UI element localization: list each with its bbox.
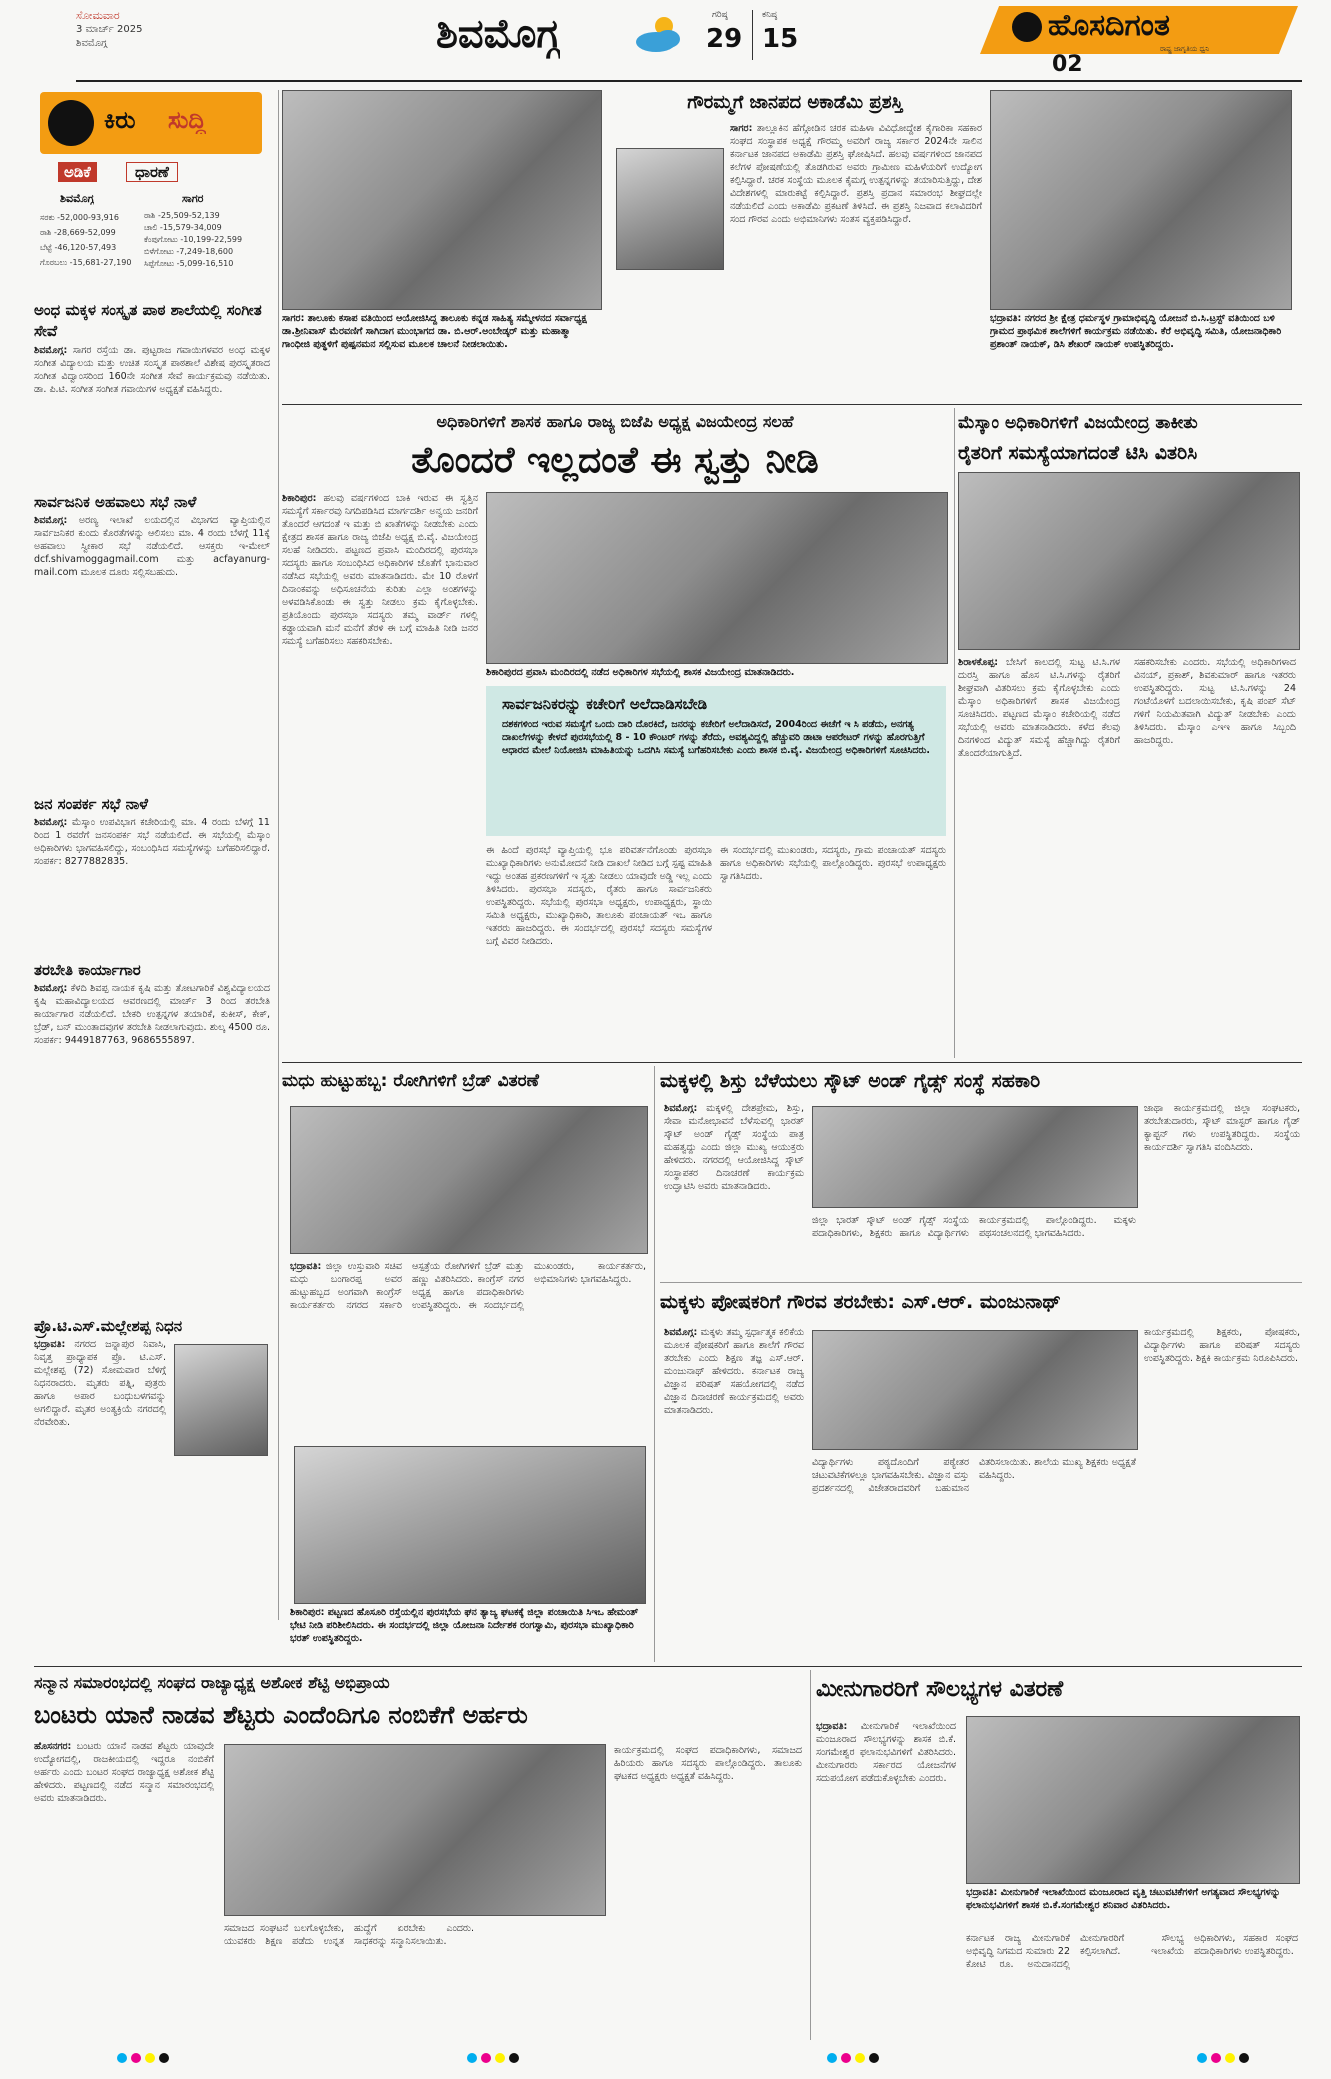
brand-logo-icon	[1012, 12, 1042, 42]
brief	[34, 794, 270, 944]
weather-divider	[752, 10, 753, 60]
madhu-title: ಮಧು ಹುಟ್ಟುಹಬ್ಬ: ರೋಗಿಗಳಿಗೆ ಬ್ರೆಡ್ ವಿತರಣೆ	[282, 1071, 539, 1091]
market-row: ಬಿಳೆಗೋಟು -7,249-18,600	[144, 247, 234, 256]
masthead	[0, 0, 1331, 80]
scouts-title: ಮಕ್ಕಳಲ್ಲಿ ಶಿಸ್ತು ಬೆಳೆಯಲು ಸ್ಕೌಟ್ ಅಂಡ್ ಗೈಡ್ಸ್ ಸಂಸ್ಥೆ ಸಹಕಾರಿ	[660, 1070, 1041, 1092]
brief-title: ಸಾರ್ವಜನಿಕ ಅಹವಾಲು ಸಭೆ ನಾಳೆ	[34, 493, 197, 511]
brief	[34, 960, 270, 1300]
obituary-photo	[174, 1344, 268, 1456]
row-divider	[34, 1666, 1302, 1667]
fishermen-body-2: ಕರ್ನಾಟಕ ರಾಜ್ಯ ಮೀನುಗಾರಿಕೆ ಅಭಿವೃದ್ಧಿ ನಿಗಮದ ಸುಮಾರು 22 ಕೋಟಿ ರೂ. ಅನುದಾನದಲ್ಲಿ ಮೀನುಗಾರರಿಗೆ ಸೌಲಭ್ಯ ಕಲ್ಪಿಸಲಾಗಿದೆ. ಇಲಾಖೆಯ ಅಧಿಕಾರಿಗಳು, ಸಹಕಾರ ಸಂಘದ ಪದಾಧಿಕಾರಿಗಳು ಉಪಸ್ಥಿತರಿದ್ದರು.	[966, 1933, 1298, 1970]
row-divider	[660, 1282, 1302, 1283]
main-kicker: ಅಧಿಕಾರಿಗಳಿಗೆ ಶಾಸಕ ಹಾಗೂ ರಾಜ್ಯ ಬಿಜೆಪಿ ಅಧ್ಯಕ್ಷ ವಿಜಯೇಂದ್ರ ಸಲಹೆ	[436, 412, 794, 431]
scouts-body-3: ಜಾಥಾ ಕಾರ್ಯಕ್ರಮದಲ್ಲಿ ಜಿಲ್ಲಾ ಸಂಘಟಕರು, ತರಬೇತುದಾರರು, ಸ್ಕೌಟ್ ಮಾಸ್ಟರ್ ಹಾಗೂ ಗೈಡ್ ಕ್ಯಾಪ್ಟನ್ ಗಳು ಉಪಸ್ಥಿತರಿದ್ದರು. ಸಂಸ್ಥೆಯ ಕಾರ್ಯದರ್ಶಿ ಸ್ವಾಗತಿಸಿ ವಂದಿಸಿದರು.	[1144, 1103, 1300, 1153]
manjunath-dateline: ಶಿವಮೊಗ್ಗ:	[664, 1327, 698, 1338]
brief-body: ಕೆಳದಿ ಶಿವಪ್ಪ ನಾಯಕ ಕೃಷಿ ಮತ್ತು ತೋಟಗಾರಿಕೆ ವಿಶ್ವವಿದ್ಯಾಲಯದ ಕೃಷಿ ಮಹಾವಿದ್ಯಾಲಯದ ಆವರಣದಲ್ಲಿ ಮಾರ್ಚ್ 3 ರಿಂದ ತರಬೇತಿ ಕಾರ್ಯಾಗಾರ ನಡೆಯಲಿದೆ. ಬೇಕರಿ ಉತ್ಪನ್ನಗಳ ತಯಾರಿಕೆ, ಕುಕೀಸ್, ಕೇಕ್, ಬ್ರೆಡ್, ಬನ್ ಮುಂತಾದವುಗಳ ತರಬೇತಿ ನೀಡಲಾಗುವುದು. ಶುಲ್ಕ 4500 ರೂ. ಸಂಪರ್ಕ: 9449187763, 9686555897.	[34, 983, 270, 1046]
market-row: ಸರಕು -52,000-93,916	[40, 213, 119, 222]
brief-dateline: ಭದ್ರಾವತಿ:	[34, 1339, 66, 1350]
weather-min: 15	[762, 24, 799, 54]
brief-dateline: ಶಿವಮೊಗ್ಗ:	[34, 515, 68, 526]
brief-body: ನಗರದ ಜನ್ನಾಪುರ ನಿವಾಸಿ, ನಿವೃತ್ತ ಪ್ರಾಧ್ಯಾಪಕ ಪ್ರೊ. ಟಿ.ಎಸ್. ಮಲ್ಲೇಶಪ್ಪ (72) ಸೋಮವಾರ ಬೆಳಿಗ್ಗೆ ನಿಧನರಾದರು. ಮೃತರು ಪತ್ನಿ, ಪುತ್ರರು ಹಾಗೂ ಅಪಾರ ಬಂಧುಬಳಗವನ್ನು ಅಗಲಿದ್ದಾರೆ. ಮೃತರ ಅಂತ್ಯಕ್ರಿಯೆ ನಗರದಲ್ಲಿ ನೆರವೇರಿತು.	[34, 1339, 166, 1428]
scouts-photo	[812, 1106, 1138, 1208]
float-spacer	[608, 122, 730, 272]
brand-name: ಹೊಸದಿಗಂತ	[1048, 8, 1170, 43]
main-body-3: ಈ ಸಂದರ್ಭದಲ್ಲಿ ಮುಖಂಡರು, ಸದಸ್ಯರು, ಗ್ರಾಮ ಪಂಚಾಯತ್ ಸದಸ್ಯರು ಹಾಗೂ ಅಧಿಕಾರಿಗಳು ಸಭೆಯಲ್ಲಿ ಪಾಲ್ಗೊಂಡಿದ್ದರು. ಪುರಸಭೆ ಉಪಾಧ್ಯಕ್ಷರು ಸ್ವಾಗತಿಸಿದರು.	[720, 845, 946, 882]
brief-dateline: ಶಿವಮೊಗ್ಗ:	[34, 817, 68, 828]
masthead-day: ಸೋಮವಾರ	[76, 9, 120, 22]
market-row: ಕೆಂಪುಗೋಟು -10,199-22,599	[144, 235, 243, 244]
page-number: 02	[1052, 52, 1083, 77]
madhu-body: ಜಿಲ್ಲಾ ಉಸ್ತುವಾರಿ ಸಚಿವ ಮಧು ಬಂಗಾರಪ್ಪ ಅವರ ಹುಟ್ಟುಹಬ್ಬದ ಅಂಗವಾಗಿ ಕಾಂಗ್ರೆಸ್ ಕಾರ್ಯಕರ್ತರು ನಗರದ ಸರ್ಕಾರಿ ಆಸ್ಪತ್ರೆಯ ರೋಗಿಗಳಿಗೆ ಬ್ರೆಡ್ ಮತ್ತು ಹಣ್ಣು ವಿತರಿಸಿದರು. ಕಾಂಗ್ರೆಸ್ ನಗರ ಅಧ್ಯಕ್ಷ ಹಾಗೂ ಪದಾಧಿಕಾರಿಗಳು ಉಪಸ್ಥಿತರಿದ್ದರು. ಈ ಸಂದರ್ಭದಲ್ಲಿ ಮುಖಂಡರು, ಕಾರ್ಯಕರ್ತರು, ಅಭಿಮಾನಿಗಳು ಭಾಗವಹಿಸಿದ್ದರು.	[290, 1261, 646, 1311]
column-divider	[954, 408, 955, 1058]
madhu-dateline: ಭದ್ರಾವತಿ:	[290, 1261, 322, 1272]
manjunath-photo	[812, 1330, 1138, 1450]
mescom-body-2: ಸಹಕರಿಸಬೇಕು ಎಂದರು. ಸಭೆಯಲ್ಲಿ ಅಧಿಕಾರಿಗಳಾದ ವಿನಯ್, ಪ್ರಕಾಶ್, ಶಿವಕುಮಾರ್ ಹಾಗೂ ಇತರರು ಉಪಸ್ಥಿತರಿದ್ದರು. ಸುಟ್ಟ ಟಿ.ಸಿ.ಗಳನ್ನು 24 ಗಂಟೆಯೊಳಗೆ ಬದಲಾಯಿಸಬೇಕು, ಕೃಷಿ ಪಂಪ್ ಸೆಟ್ ಗಳಿಗೆ ನಿಯಮಿತವಾಗಿ ವಿದ್ಯುತ್ ನೀಡಬೇಕು ಎಂದು ತಿಳಿಸಿದರು. ಮೆಸ್ಕಾಂ ಎಇಇ ಹಾಗೂ ಸಿಬ್ಬಂದಿ ಹಾಜರಿದ್ದರು.	[1134, 657, 1296, 746]
column-divider	[810, 1670, 811, 2040]
fishermen-story	[816, 1670, 1302, 2040]
fishermen-photo-caption: ಭದ್ರಾವತಿ: ಮೀನುಗಾರಿಕೆ ಇಲಾಖೆಯಿಂದ ಮಂಜೂರಾದ ವೃತ್ತಿ ಚಟುವಟಿಕೆಗಳಿಗೆ ಅಗತ್ಯವಾದ ಸೌಲಭ್ಯಗಳನ್ನು ಫಲಾನುಭವಿಗಳಿಗೆ ಶಾಸಕ ಬಿ.ಕೆ.ಸಂಗಮೇಶ್ವರ ಶನಿವಾರ ವಿತರಿಸಿದರು.	[966, 1887, 1281, 1911]
kiru-suddi-title-b: ಸುದ್ದಿ	[168, 106, 207, 134]
gauramma-title: ಗೌರಮ್ಮಗೆ ಜಾನಪದ ಅಕಾಡೆಮಿ ಪ್ರಶಸ್ತಿ	[687, 92, 903, 113]
mescom-kicker: ಮೆಸ್ಕಾಂ ಅಧಿಕಾರಿಗಳಿಗೆ ವಿಜಯೇಂದ್ರ ತಾಕೀತು	[958, 413, 1198, 433]
kiru-suddi-box	[40, 92, 262, 154]
mescom-story	[958, 408, 1302, 1058]
paper-title: ಶಿವಮೊಗ್ಗ	[436, 11, 561, 57]
madhu-story	[282, 1066, 648, 1626]
market-right-place: ಸಾಗರ	[182, 192, 204, 205]
manjunath-body-3: ಕಾರ್ಯಕ್ರಮದಲ್ಲಿ ಶಿಕ್ಷಕರು, ಪೋಷಕರು, ವಿದ್ಯಾರ್ಥಿಗಳು ಹಾಗೂ ಪರಿಷತ್ ಸದಸ್ಯರು ಉಪಸ್ಥಿತರಿದ್ದರು. ಶಿಕ್ಷಕಿ ಕಾರ್ಯಕ್ರಮ ನಿರೂಪಿಸಿದರು.	[1144, 1327, 1300, 1364]
market-left-list	[40, 210, 152, 270]
market-row: ರಾಶಿ -25,509-52,139	[144, 211, 220, 220]
brief-body: ಸಾಗರ ರಸ್ತೆಯ ಡಾ. ಪುಟ್ಟರಾಜ ಗವಾಯಿಗಳವರ ಅಂಧ ಮಕ್ಕಳ ಸಂಗೀತ ವಿದ್ಯಾಲಯ ಮತ್ತು ಉಚಿತ ಸಂಸ್ಕೃತ ಪಾಠಶಾಲೆ ವಿಶೇಷ ಪುರಸ್ಕೃತರಾದ ಸಂಗೀತ ವಿದ್ವಾಂಸರಿಂದ 160ನೇ ಸಂಗೀತ ಸೇವೆ ಕಾರ್ಯಕ್ರಮವು ನಡೆಯಿತು. ಡಾ. ಪಿ.ಟಿ. ಸಂಗೀತ ಸಂಗೀತ ಗವಾಯಿಗಳ ಅಧ್ಯಕ್ಷತೆ ವಹಿಸಿದ್ದರು.	[34, 345, 270, 395]
bunt-photo	[224, 1744, 606, 1916]
main-body-2: ಈ ಹಿಂದೆ ಪುರಸಭೆ ವ್ಯಾಪ್ತಿಯಲ್ಲಿ ಭೂ ಪರಿವರ್ತನೆಗೊಂಡು ಪುರಸಭಾ ಮುಖ್ಯಾಧಿಕಾರಿಗಳು ಅನುಮೋದನೆ ನೀಡಿ ದಾಖಲೆ ನೀಡಿದ ಬಗ್ಗೆ ಸ್ಪಷ್ಟ ಮಾಹಿತಿ ಇದ್ದು ಅಂತಹ ಪ್ರಕರಣಗಳಿಗೆ ಇ ಸ್ವತ್ತು ನೀಡಲು ಯಾವುದೇ ಅಡ್ಡಿ ಇಲ್ಲ ಎಂದು ತಿಳಿಸಿದರು. ಪುರಸಭಾ ಸದಸ್ಯರು, ರೈತರು ಹಾಗೂ ಸಾರ್ವಜನಿಕರು ಉಪಸ್ಥಿತರಿದ್ದರು. ಸಭೆಯಲ್ಲಿ ಪುರಸಭಾ ಅಧ್ಯಕ್ಷರು, ಉಪಾಧ್ಯಕ್ಷರು, ಸ್ಥಾಯಿ ಸಮಿತಿ ಅಧ್ಯಕ್ಷರು, ಮುಖ್ಯಾಧಿಕಾರಿ, ತಾಲೂಕು ಪಂಚಾಯತ್ ಇಒ ಹಾಗೂ ಇತರರು ಹಾಜರಿದ್ದರು. ಈ ಸಂದರ್ಭದಲ್ಲಿ ಪುರಸಭೆ ಸದಸ್ಯರು ಸಮಸ್ಯೆಗಳ ಬಗ್ಗೆ ವಿವರ ನೀಡಿದರು.	[486, 845, 712, 947]
brand-tagline: ರಾಷ್ಟ್ರ ಜಾಗೃತಿಯ ಧ್ವನಿ	[1160, 45, 1210, 53]
gauramma-story	[608, 88, 982, 400]
weather-icon	[634, 12, 684, 56]
fishermen-title: ಮೀನುಗಾರರಿಗೆ ಸೌಲಭ್ಯಗಳ ವಿತರಣೆ	[816, 1677, 1064, 1702]
bunt-headline: ಬಂಟರು ಯಾನೆ ನಾಡವ ಶೆಟ್ಟರು ಎಂದೆಂದಿಗೂ ನಂಬಿಕೆಗೆ ಅರ್ಹರು	[34, 1701, 528, 1729]
kiru-suddi-title-a: ಕಿರು	[104, 106, 136, 134]
brief-title: ತರಬೇತಿ ಕಾರ್ಯಾಗಾರ	[34, 961, 141, 979]
brief-body: ಅರಣ್ಯ ಇಲಾಖೆ ಲಯದಲ್ಲಿನ ವಿಭಾಗದ ವ್ಯಾಪ್ತಿಯಲ್ಲಿನ ಸಾರ್ವಜನಿಕರ ಕುಂದು ಕೊರತೆಗಳನ್ನು ಆಲಿಸಲು ಮಾ. 4 ರಂದು ಬೆಳಗ್ಗೆ 11ಕ್ಕೆ ಅಹವಾಲು ಸ್ವೀಕಾರ ಸಭೆ ನಡೆಯಲಿದೆ. ಆಸಕ್ತರು ಇ-ಮೇಲ್ dcf.shivamoggagmail.com ಮತ್ತು acfayanurg-mail.com ಮೂಲಕ ದೂರು ಸಲ್ಲಿಸಬಹುದು.	[34, 515, 270, 578]
bhadravathi-top-caption: ಭದ್ರಾವತಿ: ನಗರದ ಶ್ರೀ ಕ್ಷೇತ್ರ ಧರ್ಮಸ್ಥಳ ಗ್ರಾಮಾಭಿವೃದ್ಧಿ ಯೋಜನೆ ಬಿ.ಸಿ.ಟ್ರಸ್ಟ್ ವತಿಯಿಂದ ಬಳಿ ಗ್ರಾಮದ ಪ್ರಾಥಮಿಕ ಶಾಲೆಗಳಿಗೆ ಕಾರ್ಯಕ್ರಮ ನಡೆಯಿತು. ಕೆರೆ ಅಭಿವೃದ್ಧಿ ಸಮಿತಿ, ಯೋಜನಾಧಿಕಾರಿ ಪ್ರಶಾಂತ್ ನಾಯಕ್, ಡಿಸಿ ಶೇಖರ್ ನಾಯಕ್ ಉಪಸ್ಥಿತರಿದ್ದರು.	[990, 313, 1282, 350]
gauramma-body: ತಾಲ್ಲೂಕಿನ ಹೆಗ್ಗೋಡಿನ ಚರಕ ಮಹಿಳಾ ವಿವಿಧೋದ್ದೇಶ ಕೈಗಾರಿಕಾ ಸಹಕಾರ ಸಂಘದ ಸಂಸ್ಥಾಪಕ ಅಧ್ಯಕ್ಷೆ ಗೌರಮ್ಮ ಅವರಿಗೆ ರಾಜ್ಯ ಸರ್ಕಾರ 2024ನೇ ಸಾಲಿನ ಕರ್ನಾಟಕ ಜಾನಪದ ಅಕಾಡೆಮಿ ಪ್ರಶಸ್ತಿ ಘೋಷಿಸಿದೆ. ಹಲವು ವರ್ಷಗಳಿಂದ ಜಾನಪದ ಕಲೆಗಳ ಪೋಷಣೆಯಲ್ಲಿ ತೊಡಗಿರುವ ಅವರು ಗ್ರಾಮೀಣ ಮಹಿಳೆಯರಿಗೆ ಉದ್ಯೋಗ ಕಲ್ಪಿಸಿದ್ದಾರೆ. ಚರಕ ಸಂಸ್ಥೆಯ ಮೂಲಕ ಕೈಮಗ್ಗ ಉತ್ಪನ್ನಗಳನ್ನು ತಯಾರಿಸುತ್ತಿದ್ದು, ದೇಶ ವಿದೇಶಗಳಲ್ಲಿ ಮಾರುಕಟ್ಟೆ ಕಲ್ಪಿಸಿದ್ದಾರೆ. ಪ್ರಶಸ್ತಿ ಪ್ರದಾನ ಸಮಾರಂಭ ಶೀಘ್ರದಲ್ಲೇ ನಡೆಯಲಿದೆ ಎಂದು ಅಕಾಡೆಮಿ ಪ್ರಕಟಣೆ ತಿಳಿಸಿದೆ. ಈ ಪ್ರಶಸ್ತಿ ನಿಜವಾದ ಕಲಾವಿದರಿಗೆ ಸಂದ ಗೌರವ ಎಂದು ಅಭಿಮಾನಿಗಳು ಸಂತಸ ವ್ಯಕ್ತಪಡಿಸಿದ್ದಾರೆ.	[730, 123, 982, 225]
brief	[34, 492, 270, 812]
bunt-body-2: ಸಮಾಜದ ಸಂಘಟನೆ ಬಲಗೊಳ್ಳಬೇಕು, ಯುವಕರು ಶಿಕ್ಷಣ ಪಡೆದು ಉನ್ನತ ಹುದ್ದೆಗೆ ಏರಬೇಕು ಎಂದರು. ಸಾಧಕರನ್ನು ಸನ್ಮಾನಿಸಲಾಯಿತು.	[224, 1923, 474, 1947]
sagar-photo	[282, 90, 602, 310]
main-story	[282, 408, 948, 1058]
mescom-body-1: ಬೇಸಿಗೆ ಕಾಲದಲ್ಲಿ ಸುಟ್ಟ ಟಿ.ಸಿ.ಗಳ ದುರಸ್ತಿ ಹಾಗೂ ಹೊಸ ಟಿ.ಸಿ.ಗಳನ್ನು ರೈತರಿಗೆ ಶೀಘ್ರವಾಗಿ ವಿತರಿಸಲು ಕ್ರಮ ಕೈಗೊಳ್ಳಬೇಕು ಎಂದು ಮೆಸ್ಕಾಂ ಅಧಿಕಾರಿಗಳಿಗೆ ಶಾಸಕ ವಿಜಯೇಂದ್ರ ಸೂಚಿಸಿದರು. ಪಟ್ಟಣದ ಮೆಸ್ಕಾಂ ಕಚೇರಿಯಲ್ಲಿ ನಡೆದ ಸಭೆಯಲ್ಲಿ ಅವರು ಮಾತನಾಡಿದರು. ಕಳೆದ ಕೆಲವು ದಿನಗಳಿಂದ ವಿದ್ಯುತ್ ಸಮಸ್ಯೆ ಹೆಚ್ಚಾಗಿದ್ದು ರೈತರಿಗೆ ತೊಂದರೆಯಾಗುತ್ತಿದೆ.	[958, 657, 1120, 759]
masthead-date: 3 ಮಾರ್ಚ್ 2025	[76, 24, 143, 35]
bunt-story	[34, 1670, 804, 2040]
fishermen-dateline: ಭದ್ರಾವತಿ:	[816, 1721, 848, 1732]
brief-title: ಪ್ರೊ.ಟಿ.ಎಸ್.ಮಲ್ಲೇಶಪ್ಪ ನಿಧನ	[34, 1317, 183, 1335]
market-row: ಸಿಪ್ಪೆಗೋಟು -5,099-16,510	[144, 259, 234, 268]
market-row: ಬೆಟ್ಟೆ -46,120-57,493	[40, 243, 117, 252]
sagar-photo-caption: ಸಾಗರ: ತಾಲೂಕು ಕಸಾಪ ವತಿಯಿಂದ ಆಯೋಜಿಸಿದ್ದ ತಾಲೂಕು ಕನ್ನಡ ಸಾಹಿತ್ಯ ಸಮ್ಮೇಳನದ ಸರ್ವಾಧ್ಯಕ್ಷ ಡಾ.ಶ್ರೀನಿವಾಸ್ ಮೆರವಣಿಗೆ ಸಾಗಿದಾಗ ಮುಂಭಾಗದ ಡಾ. ಬಿ.ಆರ್.ಅಂಬೇಡ್ಕರ್ ಮತ್ತು ಮಹಾತ್ಮಾ ಗಾಂಧೀಜಿ ಪುತ್ಥಳಿಗೆ ಪುಷ್ಪನಮನ ಸಲ್ಲಿಸುವ ಮೂಲಕ ಚಾಲನೆ ನೀಡಲಾಯಿತು.	[282, 313, 587, 350]
fishermen-photo	[966, 1716, 1300, 1884]
scouts-dateline: ಶಿವಮೊಗ್ಗ:	[664, 1103, 698, 1114]
bunt-body-3: ಕಾರ್ಯಕ್ರಮದಲ್ಲಿ ಸಂಘದ ಪದಾಧಿಕಾರಿಗಳು, ಸಮಾಜದ ಹಿರಿಯರು ಹಾಗೂ ಸದಸ್ಯರು ಪಾಲ್ಗೊಂಡಿದ್ದರು. ತಾಲೂಕು ಘಟಕದ ಅಧ್ಯಕ್ಷರು ಅಧ್ಯಕ್ಷತೆ ವಹಿಸಿದ್ದರು.	[614, 1745, 802, 1782]
madhu-photo-caption: ಶಿಕಾರಿಪುರ: ಪಟ್ಟಣದ ಹೊಸೂರಿ ರಸ್ತೆಯಲ್ಲಿನ ಪುರಸಭೆಯ ಘನ ತ್ಯಾಜ್ಯ ಘಟಕಕ್ಕೆ ಜಿಲ್ಲಾ ಪಂಚಾಯಿತಿ ಸಿಇಒ ಹೇಮಂತ್ ಭೇಟಿ ನೀಡಿ ಪರಿಶೀಲಿಸಿದರು. ಈ ಸಂದರ್ಭದಲ್ಲಿ ಜಿಲ್ಲಾ ಯೋಜನಾ ನಿರ್ದೇಶಕ ರಂಗಸ್ವಾಮಿ, ಪುರಸಭಾ ಮುಖ್ಯಾಧಿಕಾರಿ ಭರತ್ ಉಪಸ್ಥಿತರಿದ್ದರು.	[290, 1607, 639, 1644]
column-divider	[278, 90, 279, 1620]
market-row: ಚಾಲಿ -15,579-34,009	[144, 223, 222, 232]
market-box	[40, 160, 272, 290]
main-photo-caption: ಶಿಕಾರಿಪುರದ ಪ್ರವಾಸಿ ಮಂದಿರದಲ್ಲಿ ನಡೆದ ಅಧಿಕಾರಿಗಳ ಸಭೆಯಲ್ಲಿ ಶಾಸಕ ವಿಜಯೇಂದ್ರ ಮಾತನಾಡಿದರು.	[486, 667, 795, 678]
registration-marks	[0, 2048, 1331, 2068]
market-heading-a: ಅಡಿಕೆ	[58, 162, 97, 182]
market-heading-b: ಧಾರಣೆ	[126, 162, 178, 182]
gauramma-dateline: ಸಾಗರ:	[730, 123, 753, 134]
manjunath-body-2: ವಿದ್ಯಾರ್ಥಿಗಳು ಪಠ್ಯದೊಂದಿಗೆ ಪಠ್ಯೇತರ ಚಟುವಟಿಕೆಗಳಲ್ಲೂ ಭಾಗವಹಿಸಬೇಕು. ವಿಜ್ಞಾನ ವಸ್ತು ಪ್ರದರ್ಶನದಲ್ಲಿ ವಿಜೇತರಾದವರಿಗೆ ಬಹುಮಾನ ವಿತರಿಸಲಾಯಿತು. ಶಾಲೆಯ ಮುಖ್ಯ ಶಿಕ್ಷಕರು ಅಧ್ಯಕ್ಷತೆ ವಹಿಸಿದ್ದರು.	[812, 1457, 1136, 1494]
hand-icon	[48, 100, 94, 146]
main-dateline: ಶಿಕಾರಿಪುರ:	[282, 493, 317, 504]
manjunath-story	[660, 1286, 1302, 1662]
column-divider	[654, 1066, 655, 1662]
main-headline: ತೊಂದರೆ ಇಲ್ಲದಂತೆ ಈ ಸ್ವತ್ತು ನೀಡಿ	[411, 440, 819, 481]
market-row: ಗೊರಬಲು -15,681-27,190	[40, 258, 132, 267]
bunt-body-1: ಬಂಟರು ಯಾನೆ ನಾಡವ ಶೆಟ್ಟರು ಯಾವುದೇ ಉದ್ಯೋಗದಲ್ಲಿ, ರಾಜಕೀಯದಲ್ಲಿ ಇದ್ದರೂ ನಂಬಿಕೆಗೆ ಅರ್ಹರು ಎಂದು ಬಂಟರ ಸಂಘದ ರಾಜ್ಯಾಧ್ಯಕ್ಷ ಅಶೋಕ ಶೆಟ್ಟಿ ಹೇಳಿದರು. ಪಟ್ಟಣದಲ್ಲಿ ನಡೆದ ಸನ್ಮಾನ ಸಮಾರಂಭದಲ್ಲಿ ಅವರು ಮಾತನಾಡಿದರು.	[34, 1741, 214, 1804]
scouts-story	[660, 1066, 1302, 1280]
brief	[34, 300, 270, 480]
madhu-photo	[290, 1106, 648, 1254]
scouts-body-2: ಜಿಲ್ಲಾ ಭಾರತ್ ಸ್ಕೌಟ್ ಅಂಡ್ ಗೈಡ್ಸ್ ಸಂಸ್ಥೆಯ ಪದಾಧಿಕಾರಿಗಳು, ಶಿಕ್ಷಕರು ಹಾಗೂ ವಿದ್ಯಾರ್ಥಿಗಳು ಕಾರ್ಯಕ್ರಮದಲ್ಲಿ ಪಾಲ್ಗೊಂಡಿದ್ದರು. ಮಕ್ಕಳು ಪಥಸಂಚಲನದಲ್ಲಿ ಭಾಗವಹಿಸಿದರು.	[812, 1215, 1136, 1239]
mescom-photo	[958, 472, 1300, 650]
fishermen-body-1: ಮೀನುಗಾರಿಕೆ ಇಲಾಖೆಯಿಂದ ಮಂಜೂರಾದ ಸೌಲಭ್ಯಗಳನ್ನು ಶಾಸಕ ಬಿ.ಕೆ. ಸಂಗಮೇಶ್ವರ ಫಲಾನುಭವಿಗಳಿಗೆ ವಿತರಿಸಿದರು. ಮೀನುಗಾರರು ಸರ್ಕಾರದ ಯೋಜನೆಗಳ ಸದುಪಯೋಗ ಪಡೆದುಕೊಳ್ಳಬೇಕು ಎಂದರು.	[816, 1721, 956, 1784]
main-sidebar-body: ದಶಕಗಳಿಂದ ಇರುವ ಸಮಸ್ಯೆಗೆ ಒಂದು ದಾರಿ ದೊರಕಿದೆ, ಜನರನ್ನು ಕಚೇರಿಗೆ ಅಲೆದಾಡಿಸದೆ, 2004ರಿಂದ ಈಚೆಗೆ ಇ ಸಿ ಪಡೆದು, ಅನಗತ್ಯ ದಾಖಲೆಗಳನ್ನು ಕೇಳದೆ ಪುರಸಭೆಯಲ್ಲಿ 8 - 10 ಕೌಂಟರ್ ಗಳನ್ನು ತೆರೆದು, ಅವಶ್ಯವಿದ್ದಲ್ಲಿ ಹೆಚ್ಚುವರಿ ಡಾಟಾ ಆಪರೇಟರ್ ಗಳನ್ನು ಹೊರಗುತ್ತಿಗೆ ಆಧಾರದ ಮೇಲೆ ನಿಯೋಜಿಸಿ ಮಾಹಿತಿಯನ್ನು ಒದಗಿಸಿ ಸಮಸ್ಯೆ ಬಗೆಹರಿಸಬೇಕು ಎಂದು ಶಾಸಕ ಬಿ.ವೈ. ವಿಜಯೇಂದ್ರ ಅಧಿಕಾರಿಗಳಿಗೆ ಸೂಚಿಸಿದರು.	[502, 719, 931, 756]
madhu-second-photo	[294, 1446, 646, 1604]
brief-dateline: ಶಿವಮೊಗ್ಗ:	[34, 345, 68, 356]
manjunath-title: ಮಕ್ಕಳು ಪೋಷಕರಿಗೆ ಗೌರವ ತರಬೇಕು: ಎಸ್.ಆರ್. ಮಂಜುನಾಥ್	[660, 1291, 1061, 1313]
main-sidebar-title: ಸಾರ್ವಜನಿಕರನ್ನು ಕಚೇರಿಗೆ ಅಲೆದಾಡಿಸಬೇಡಿ	[502, 695, 708, 713]
bunt-dateline: ಹೊಸನಗರ:	[34, 1741, 72, 1752]
main-photo	[486, 492, 948, 664]
mescom-headline: ರೈತರಿಗೆ ಸಮಸ್ಯೆಯಾಗದಂತೆ ಟಿಸಿ ವಿತರಿಸಿ	[958, 442, 1198, 464]
brief-title: ಅಂಧ ಮಕ್ಕಳ ಸಂಸ್ಕೃತ ಪಾಠ ಶಾಲೆಯಲ್ಲಿ ಸಂಗೀತ ಸೇವೆ	[34, 301, 262, 340]
main-sidebar	[486, 686, 946, 836]
market-right-list	[144, 210, 272, 270]
weather-min-label: ಕನಿಷ್ಠ	[762, 10, 778, 20]
weather-max: 29	[706, 24, 743, 54]
masthead-edition: ಶಿವಮೊಗ್ಗ	[76, 38, 108, 49]
brief-title: ಜನ ಸಂಪರ್ಕ ಸಭೆ ನಾಳೆ	[34, 795, 149, 813]
market-row: ರಾಶಿ -28,669-52,099	[40, 228, 116, 237]
bunt-kicker: ಸನ್ಮಾನ ಸಮಾರಂಭದಲ್ಲಿ ಸಂಘದ ರಾಜ್ಯಾಧ್ಯಕ್ಷ ಅಶೋಕ ಶೆಟ್ಟಿ ಅಭಿಪ್ರಾಯ	[34, 1673, 390, 1692]
brief-dateline: ಶಿವಮೊಗ್ಗ:	[34, 983, 68, 994]
weather-max-label: ಗರಿಷ್ಠ	[712, 10, 728, 20]
main-body-1: ಹಲವು ವರ್ಷಗಳಿಂದ ಬಾಕಿ ಇರುವ ಈ ಸ್ವತ್ತಿನ ಸಮಸ್ಯೆಗೆ ಸರ್ಕಾರವು ನಿಗದಿಪಡಿಸಿದ ಮಾರ್ಗದರ್ಶಿ ಅನ್ವಯ ಜನರಿಗೆ ತೊಂದರೆ ಆಗದಂತೆ ಇ ಮತ್ತು ಬಿ ಖಾತೆಗಳನ್ನು ನೀಡಬೇಕು ಎಂದು ಕ್ಷೇತ್ರದ ಶಾಸಕ ಹಾಗೂ ರಾಜ್ಯ ಬಿಜೆಪಿ ಅಧ್ಯಕ್ಷ ಬಿ.ವೈ. ವಿಜಯೇಂದ್ರ ಸಲಹೆ ನೀಡಿದರು. ಪಟ್ಟಣದ ಪ್ರವಾಸಿ ಮಂದಿರದಲ್ಲಿ ಪುರಸಭಾ ಸದಸ್ಯರು ಹಾಗೂ ಸಂಬಂಧಿಸಿದ ಅಧಿಕಾರಿಗಳ ಜೊತೆಗೆ ಭಾನುವಾರ ನಡೆಸಿದ ಸಭೆಯಲ್ಲಿ ಅವರು ಮಾತನಾಡಿದರು. ಮೇ 10 ರೊಳಗೆ ದಿನಾಂಕವನ್ನು ಅಧಿಸೂಚನೆಯ ಕುರಿತು ಎಲ್ಲಾ ಅಂಶಗಳನ್ನು ಅಳವಡಿಸಿಕೊಂಡು ಈ ಸ್ವತ್ತು ನೀಡಲು ಕ್ರಮ ಕೈಗೊಳ್ಳಬೇಕು. ಪ್ರತಿಯೊಂದು ಪುರಸಭಾ ಸದಸ್ಯರು ತಮ್ಮ ವಾರ್ಡ್ ಗಳಲ್ಲಿ ಕಡ್ಡಾಯವಾಗಿ ಮನೆ ಮನೆಗೆ ತೆರಳಿ ಈ ಬಗ್ಗೆ ಮಾಹಿತಿ ನೀಡಿ ಜನರ ಸಮಸ್ಯೆ ಬಗೆಹರಿಸಲು ಸಹಕರಿಸಬೇಕು.	[282, 493, 478, 647]
mescom-dateline: ಶಿರಾಳಕೊಪ್ಪ:	[958, 657, 999, 668]
row-divider	[282, 1062, 1302, 1063]
brief-body: ಮೆಸ್ಕಾಂ ಉಪವಿಭಾಗ ಕಚೇರಿಯಲ್ಲಿ ಮಾ. 4 ರಂದು ಬೆಳಗ್ಗೆ 11 ರಿಂದ 1 ರವರೆಗೆ ಜನಸಂಪರ್ಕ ಸಭೆ ನಡೆಯಲಿದೆ. ಈ ಸಭೆಯಲ್ಲಿ ಮೆಸ್ಕಾಂ ಅಧಿಕಾರಿಗಳು ಭಾಗವಹಿಸಲಿದ್ದು, ಸಂಬಂಧಿಸಿದ ಸಮಸ್ಯೆಗಳನ್ನು ಬಗೆಹರಿಸಲಿದ್ದಾರೆ. ಸಂಪರ್ಕ: 8277882835.	[34, 817, 270, 867]
market-left-place: ಶಿವಮೊಗ್ಗ	[60, 192, 95, 205]
scouts-body-1: ಮಕ್ಕಳಲ್ಲಿ ದೇಶಪ್ರೇಮ, ಶಿಸ್ತು, ಸೇವಾ ಮನೋಭಾವನೆ ಬೆಳೆಸುವಲ್ಲಿ ಭಾರತ್ ಸ್ಕೌಟ್ ಅಂಡ್ ಗೈಡ್ಸ್ ಸಂಸ್ಥೆಯ ಪಾತ್ರ ಮಹತ್ವದ್ದು ಎಂದು ಜಿಲ್ಲಾ ಮುಖ್ಯ ಆಯುಕ್ತರು ಹೇಳಿದರು. ನಗರದಲ್ಲಿ ಆಯೋಜಿಸಿದ್ದ ಸ್ಕೌಟ್ ಸಂಸ್ಥಾಪಕರ ದಿನಾಚರಣೆ ಕಾರ್ಯಕ್ರಮ ಉದ್ಘಾಟಿಸಿ ಅವರು ಮಾತನಾಡಿದರು.	[664, 1103, 804, 1192]
brief	[34, 1316, 270, 1616]
masthead-rule	[76, 80, 1302, 82]
bhadravathi-top-photo	[990, 90, 1292, 310]
manjunath-body-1: ಮಕ್ಕಳು ತಮ್ಮ ಸ್ಪರ್ಧಾತ್ಮಕ ಕಲಿಕೆಯ ಮೂಲಕ ಪೋಷಕರಿಗೆ ಹಾಗೂ ಶಾಲೆಗೆ ಗೌರವ ತರಬೇಕು ಎಂದು ಶಿಕ್ಷಣ ತಜ್ಞ ಎಸ್.ಆರ್. ಮಂಜುನಾಥ್ ಹೇಳಿದರು. ಕರ್ನಾಟಕ ರಾಜ್ಯ ವಿಜ್ಞಾನ ಪರಿಷತ್ ಸಹಯೋಗದಲ್ಲಿ ನಡೆದ ವಿಜ್ಞಾನ ದಿನಾಚರಣೆ ಕಾರ್ಯಕ್ರಮದಲ್ಲಿ ಅವರು ಮಾತನಾಡಿದರು.	[664, 1327, 804, 1416]
row-divider	[282, 404, 1302, 405]
